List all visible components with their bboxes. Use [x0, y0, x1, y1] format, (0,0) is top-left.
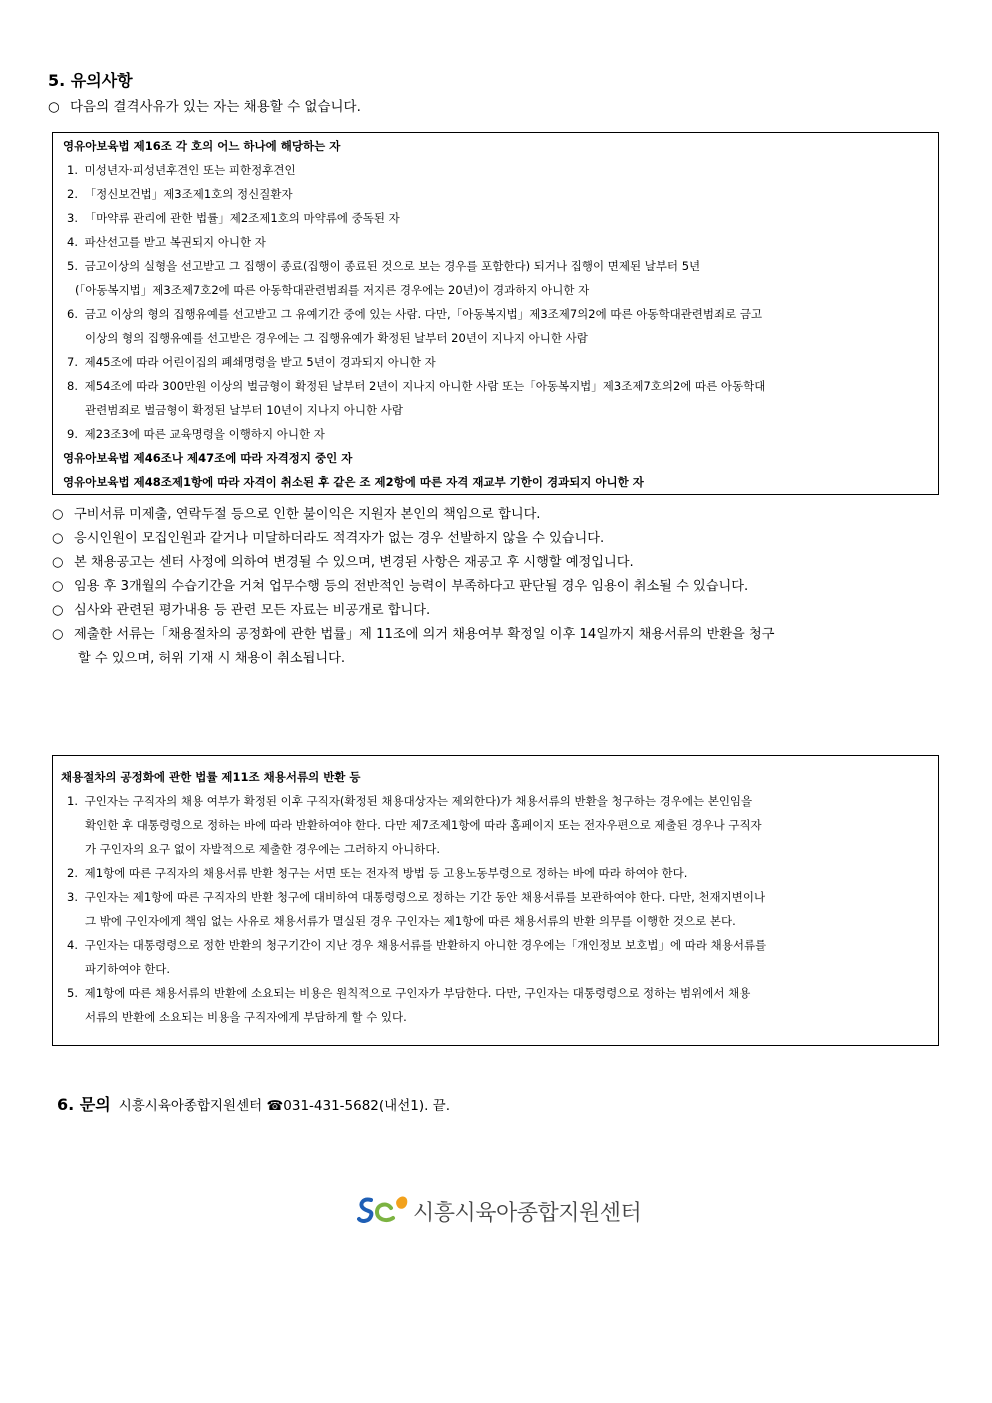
- list-item: 3. 「마약류 관리에 관한 법률」제2조제1호의 마약류에 중독된 자: [67, 211, 400, 225]
- return-box-heading: 채용절차의 공정화에 관한 법률 제11조 채용서류의 반환 등: [61, 770, 361, 784]
- notes-list: [52, 503, 952, 671]
- logo-text: 시흥시육아종합지원센터: [413, 1201, 642, 1226]
- circle-bullet-icon: ○: [52, 627, 64, 642]
- inquiry-title: 6. 문의: [57, 1095, 111, 1114]
- list-item: 2. 제1항에 따른 구직자의 채용서류 반환 청구는 서면 또는 전자적 방법 등 고용노동부령으로 정하는 바에 따라 하여야 한다.: [67, 866, 688, 880]
- list-item: 5. 제1항에 따른 채용서류의 반환에 소요되는 비용은 원칙적으로 구인자가 부담한다. 다만, 구인자는 대통령령으로 정하는 범위에서 채용: [67, 986, 751, 1000]
- center-logo: [357, 1192, 647, 1228]
- logo-mark-icon: [357, 1192, 411, 1228]
- list-item-continuation: 파기하여야 한다.: [85, 962, 171, 976]
- list-item-continuation: 그 밖에 구인자에게 책임 없는 사유로 채용서류가 멸실된 경우 구인자는 제1항에 따른 채용서류의 반환 의무를 이행한 것으로 본다.: [85, 914, 736, 928]
- note-item: ○ 심사와 관련된 평가내용 등 관련 모든 자료는 비공개로 합니다.: [52, 599, 952, 623]
- intro-text: 다음의 결격사유가 있는 자는 채용할 수 없습니다.: [70, 99, 361, 115]
- note-item: ○ 본 채용공고는 센터 사정에 의하여 변경될 수 있으며, 변경된 사항은 재공고 후 시행할 예정입니다.: [52, 551, 952, 575]
- list-item-continuation: 관련범죄로 벌금형이 확정된 날부터 10년이 지나지 아니한 사람: [85, 403, 403, 417]
- list-item-continuation: 이상의 형의 집행유예를 선고받은 경우에는 그 집행유예가 확정된 날부터 20년이 지나지 아니한 사람: [85, 331, 588, 345]
- list-item: 6. 금고 이상의 형의 집행유예를 선고받고 그 유예기간 중에 있는 사람. 다만,「아동복지법」제3조제7의2에 따른 아동학대관련범죄로 금고: [67, 307, 763, 321]
- list-item-continuation: 가 구인자의 요구 없이 자발적으로 제출한 경우에는 그러하지 아니하다.: [85, 842, 441, 856]
- list-item: 1. 미성년자·피성년후견인 또는 피한정후견인: [67, 163, 296, 177]
- circle-bullet-icon: ○: [52, 507, 64, 522]
- list-item: 7. 제45조에 따라 어린이집의 폐쇄명령을 받고 5년이 경과되지 아니한 자: [67, 355, 436, 369]
- list-item: 3. 구인자는 제1항에 따른 구직자의 반환 청구에 대비하여 대통령령으로 정하는 기간 동안 채용서류를 보관하여야 한다. 다만, 천재지변이나: [67, 890, 766, 904]
- list-item-continuation: 확인한 후 대통령령으로 정하는 바에 따라 반환하여야 한다. 다만 제7조제1항에 따라 홈페이지 또는 전자우편으로 제출된 경우나 구직자: [85, 818, 762, 832]
- list-item-continuation: 서류의 반환에 소요되는 비용을 구직자에게 부담하게 할 수 있다.: [85, 1010, 407, 1024]
- circle-bullet-icon: ○: [52, 579, 64, 594]
- inquiry-line: [57, 1092, 450, 1115]
- disqualification-heading: 영유아보육법 제16조 각 호의 어느 하나에 해당하는 자: [63, 139, 341, 153]
- note-item: ○ 제출한 서류는「채용절차의 공정화에 관한 법률」제 11조에 의거 채용여부 확정일 이후 14일까지 채용서류의 반환을 청구: [52, 623, 952, 647]
- list-item-continuation: (「아동복지법」제3조제7호2에 따른 아동학대관련범죄를 저지른 경우에는 20년)이 경과하지 아니한 자: [75, 283, 590, 297]
- list-item: 5. 금고이상의 실형을 선고받고 그 집행이 종료(집행이 종료된 것으로 보는 경우를 포함한다) 되거나 집행이 면제된 날부터 5년: [67, 259, 701, 273]
- note-item: ○ 응시인원이 모집인원과 같거나 미달하더라도 적격자가 없는 경우 선발하지 않을 수 있습니다.: [52, 527, 952, 551]
- list-item: 4. 구인자는 대통령령으로 정한 반환의 청구기간이 지난 경우 채용서류를 반환하지 아니한 경우에는「개인정보 보호법」에 따라 채용서류를: [67, 938, 767, 952]
- inquiry-text: 시흥시육아종합지원센터 ☎031-431-5682(내선1). 끝.: [118, 1098, 451, 1114]
- note-item: ○ 구비서류 미제출, 연락두절 등으로 인한 불이익은 지원자 본인의 책임으로 합니다.: [52, 503, 952, 527]
- circle-bullet-icon: ○: [52, 555, 64, 570]
- list-item: 1. 구인자는 구직자의 채용 여부가 확정된 이후 구직자(확정된 채용대상자는 제외한다)가 채용서류의 반환을 청구하는 경우에는 본인임을: [67, 794, 753, 808]
- disqualification-footer-1: 영유아보육법 제46조나 제47조에 따라 자격정지 중인 자: [63, 451, 353, 465]
- disqualification-footer-2: 영유아보육법 제48조제1항에 따라 자격이 취소된 후 같은 조 제2항에 따른 자격 재교부 기한이 경과되지 아니한 자: [63, 475, 644, 489]
- disqualification-box: [52, 132, 939, 495]
- section-5-title: 5. 유의사항: [48, 71, 133, 90]
- intro-line: [48, 95, 361, 119]
- note-item: ○ 임용 후 3개월의 수습기간을 거쳐 업무수행 등의 전반적인 능력이 부족하다고 판단될 경우 임용이 취소될 수 있습니다.: [52, 575, 952, 599]
- list-item: 9. 제23조3에 따른 교육명령을 이행하지 아니한 자: [67, 427, 325, 441]
- circle-bullet-icon: ○: [52, 603, 64, 618]
- list-item: 4. 파산선고를 받고 복권되지 아니한 자: [67, 235, 266, 249]
- circle-bullet-icon: ○: [52, 531, 64, 546]
- circle-bullet-icon: ○: [48, 99, 60, 115]
- list-item: 8. 제54조에 따라 300만원 이상의 벌금형이 확정된 날부터 2년이 지나지 아니한 사람 또는「아동복지법」제3조제7호의2에 따른 아동학대: [67, 379, 766, 393]
- note-item-continuation: 할 수 있으며, 허위 기재 시 채용이 취소됩니다.: [78, 651, 346, 666]
- list-item: 2. 「정신보건법」제3조제1호의 정신질환자: [67, 187, 293, 201]
- return-documents-box: [52, 755, 939, 1046]
